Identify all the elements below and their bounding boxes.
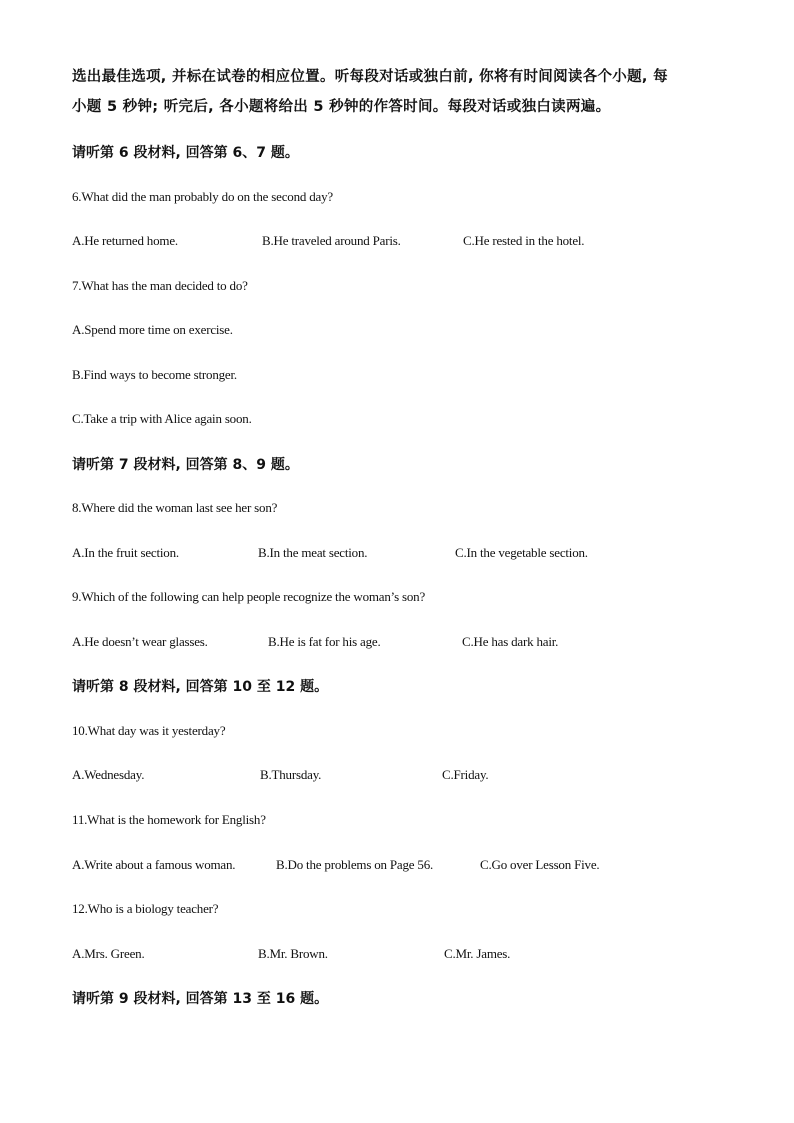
option-12a: A.Mrs. Green.: [72, 946, 145, 961]
question-12: 12.Who is a biology teacher?: [72, 901, 219, 916]
instructions-line-1: 选出最佳选项, 并标在试卷的相应位置。听每段对话或独白前, 你将有时间阅读各个小题, 每: [72, 69, 668, 85]
option-6c: C.He rested in the hotel.: [463, 233, 585, 248]
option-12b: B.Mr. Brown.: [258, 946, 328, 961]
question-9: 9.Which of the following can help people recognize the woman’s son?: [72, 589, 426, 604]
option-10a: A.Wednesday.: [72, 767, 145, 782]
section-heading-8: 请听第 8 段材料, 回答第 10 至 12 题。: [72, 679, 329, 695]
option-8a: A.In the fruit section.: [72, 545, 179, 560]
option-8c: C.In the vegetable section.: [455, 545, 588, 560]
option-11c: C.Go over Lesson Five.: [480, 857, 600, 872]
option-6b: B.He traveled around Paris.: [262, 233, 401, 248]
option-9a: A.He doesn’t wear glasses.: [72, 634, 208, 649]
option-11b: B.Do the problems on Page 56.: [276, 857, 434, 872]
section-heading-9: 请听第 9 段材料, 回答第 13 至 16 题。: [72, 991, 329, 1007]
instructions-paragraph: [72, 62, 732, 122]
option-9b: B.He is fat for his age.: [268, 634, 381, 649]
option-6a: A.He returned home.: [72, 233, 178, 248]
option-7b: B.Find ways to become stronger.: [72, 367, 237, 382]
option-10b: B.Thursday.: [260, 767, 322, 782]
section-heading-6: 请听第 6 段材料, 回答第 6、7 题。: [72, 145, 299, 161]
option-9c: C.He has dark hair.: [462, 634, 559, 649]
section-heading-7: 请听第 7 段材料, 回答第 8、9 题。: [72, 457, 299, 473]
question-6: 6.What did the man probably do on the second day?: [72, 189, 333, 204]
instructions-line-2: 小题 5 秒钟; 听完后, 各小题将给出 5 秒钟的作答时间。每段对话或独白读两遍。: [72, 99, 611, 115]
question-8: 8.Where did the woman last see her son?: [72, 500, 278, 515]
option-12c: C.Mr. James.: [444, 946, 511, 961]
option-11a: A.Write about a famous woman.: [72, 857, 236, 872]
option-10c: C.Friday.: [442, 767, 489, 782]
option-7a: A.Spend more time on exercise.: [72, 322, 233, 337]
question-11: 11.What is the homework for English?: [72, 812, 266, 827]
option-7c: C.Take a trip with Alice again soon.: [72, 411, 252, 426]
question-10: 10.What day was it yesterday?: [72, 723, 226, 738]
option-8b: B.In the meat section.: [258, 545, 368, 560]
question-7: 7.What has the man decided to do?: [72, 278, 248, 293]
